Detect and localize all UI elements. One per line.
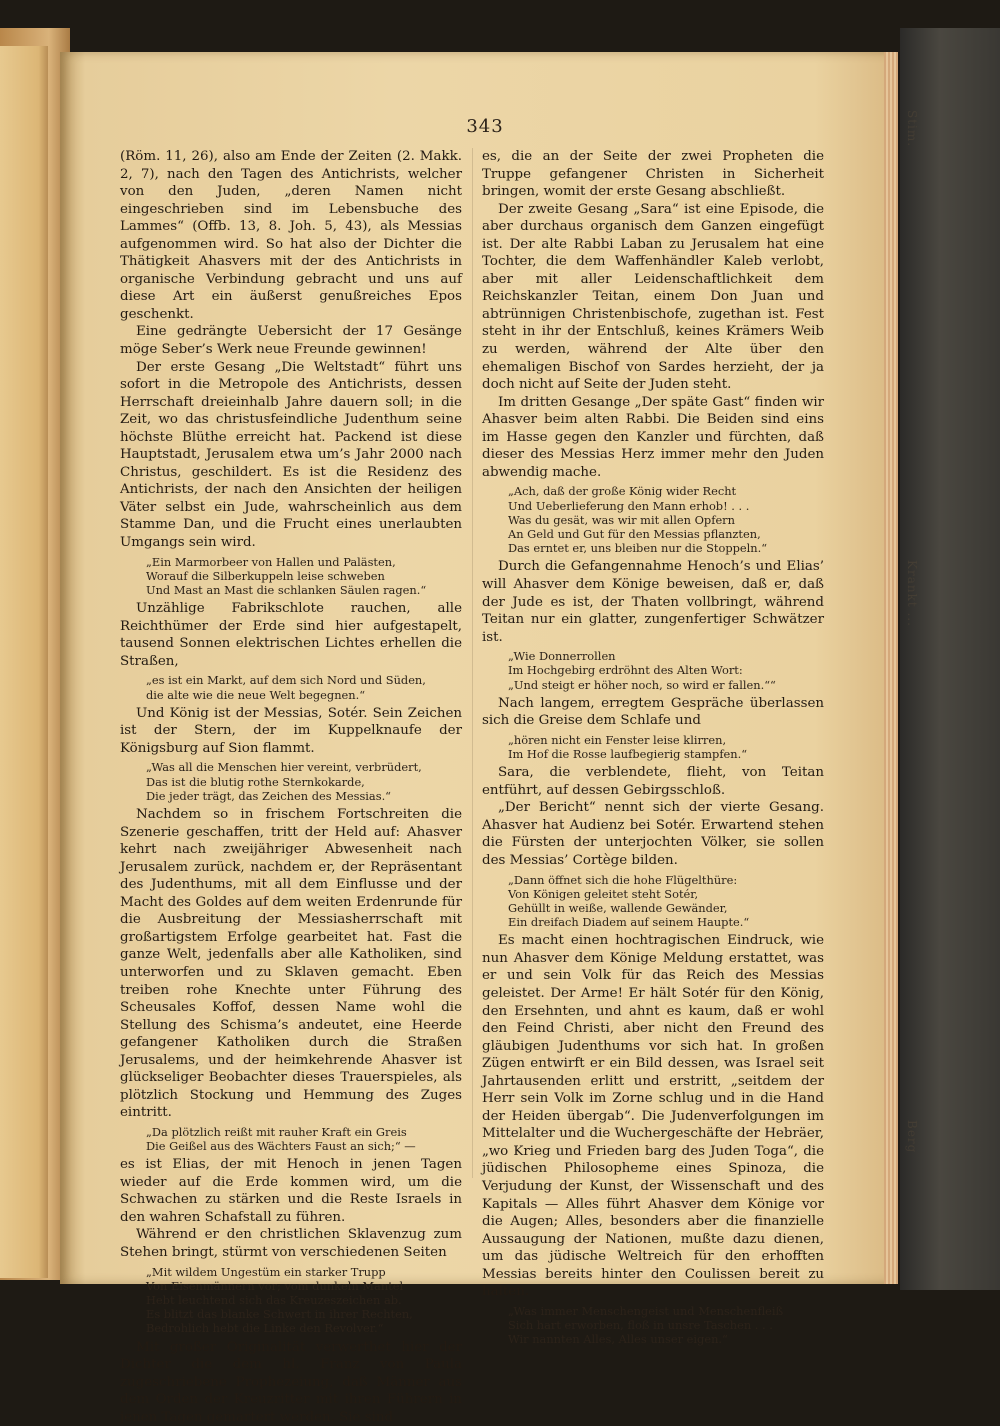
verse-line: Von Königen geleitet steht Sotér, — [508, 886, 699, 901]
margin-note: Stim. — [905, 110, 919, 148]
verse-line: Das ist die blutig rothe Sternkokarde, — [146, 774, 365, 789]
verse-line: „Wie Donnerrollen — [508, 649, 616, 664]
paragraph: Eine gedrängte Uebersicht der 17 Gesänge möge Seber’s Werk neue Freunde gewinnen! — [120, 324, 462, 358]
verse-quote — [146, 673, 462, 701]
paragraph: Nachdem so in frischem Fortschreiten die Szenerie geschaffen, tritt der Held auf: Ahasver kehrt nach zweijähriger Abwesenheit nach Jerusalem zurück, nachdem er, der Repräsentant des Judenthums, mit all dem Einflusse und der Macht des Goldes auf dem weiten Erdenrunde für die Ausbreitung der Messiasherrschaft mit großartigstem Erfolge gearbeitet hat. Fast die ganze Welt, jedenfalls aber alle Katholiken, sind unterworfen und zu Sklaven gemacht. Eben treiben rohe Knechte unter Führung des Scheusales Koffof, dessen Name wohl die Stellung des Schisma’s andeutet, eine Heerde gefangener Katholiken durch die Straßen Jerusalems, und der heimkehrende Ahasver ist glückseliger Beobachter dieses Trauerspieles, als plötzlich Stockung und Hemmung des Zuges eintritt. — [120, 807, 462, 1121]
paragraph: Der erste Gesang „Die Weltstadt“ führt uns sofort in die Metropole des Antichrists, dessen Herrschaft dreieinhalb Jahre dauern soll; in die Zeit, wo das christusfeindliche Judenthum seine höchste Blüthe erreicht hat. Packend ist diese Hauptstadt, Jerusalem etwa um’s Jahr 2000 nach Christus, geschildert. Es ist die Residenz des Antichrists, der nach den Ansichten der heiligen Väter selbst ein Jude, wahrscheinlich aus dem Stamme Dan, und die Frucht eines unerlaubten Umgangs sein wird. — [120, 359, 462, 551]
verse-line: „Und steigt er höher noch, so wird er fallen.““ — [508, 677, 776, 692]
paragraph: Während er den christlichen Sklavenzug zum Stehen bringt, stürmt von verschiedenen Seiten — [120, 1227, 462, 1261]
page-edge-strip — [884, 52, 898, 1284]
verse-quote — [508, 649, 824, 692]
verse-quote — [508, 1304, 824, 1347]
margin-note: Krankt ... — [905, 560, 919, 627]
verse-line: Und Mast an Mast die schlanken Säulen ragen.“ — [146, 582, 427, 597]
verse-line: „Mit wildem Ungestüm ein starker Trupp — [146, 1264, 386, 1279]
paragraph: Im dritten Gesange „Der späte Gast“ finden wir Ahasver beim alten Rabbi. Die Beiden sind eins im Hasse gegen den Kanzler und fürchten, daß dieser des Messias Herz immer mehr den Juden abwendig mache. — [482, 394, 824, 480]
text-column-right — [482, 148, 824, 1349]
paragraph: Und König ist der Messias, Sotér. Sein Zeichen ist der Stern, der im Kuppelknaufe der Königsburg auf Sion flammt. — [120, 705, 462, 756]
verse-quote — [146, 1125, 462, 1153]
verse-line: Im Hochgebirg erdröhnt des Alten Wort: — [508, 663, 743, 678]
verse-quote — [508, 733, 824, 761]
verse-quote — [508, 873, 824, 930]
verse-line: Ein dreifach Diadem auf seinem Haupte.“ — [508, 915, 750, 930]
verse-line: Sich hart erworben, floß in unsre Taschen . . . — [508, 1318, 773, 1333]
verse-line: Und Ueberlieferung den Mann erhob! . . . — [508, 498, 750, 513]
paragraph: Durch die Gefangennahme Henoch’s und Elias’ will Ahasver dem Könige beweisen, daß er, daß der Jude es ist, der Thaten vollbringt, während Teitan nur ein glatter, zungenfertiger Schwätzer ist. — [482, 559, 824, 645]
paragraph: Nach langem, erregtem Gespräche überlassen sich die Greise dem Schlafe und — [482, 695, 824, 729]
verse-line: „Ach, daß der große König wider Recht — [508, 484, 737, 499]
verse-quote — [146, 760, 462, 803]
paragraph: es, die an der Seite der zwei Propheten die Truppe gefangener Christen in Sicherheit bringen, womit der erste Gesang abschließt. — [482, 149, 824, 200]
paragraph: es ist Elias, der mit Henoch in jenen Tagen wieder auf die Erde kommen wird, um die Schwachen zu stärken und die Reste Israels in den wahren Schafstall zu führen. — [120, 1157, 462, 1225]
paragraph: Es macht einen hochtragischen Eindruck, wie nun Ahasver dem Könige Meldung erstattet, was er und sein Volk für das Reich des Messias geleistet. Der Arme! Er hält Sotér für den König, den Ersehnten, und ahnt es kaum, daß er wohl den Feind Christi, aber nicht den Freund des gläubigen Judenthums vor sich hat. In großen Zügen entwirft er ein Bild dessen, was Israel seit Jahrtausenden erlitt und erstritt, „seitdem der Herr sein Volk im Zorne schlug und in die Hand der Heiden übergab“. Die Judenverfolgungen im Mittelalter und die Wuchergeschäfte der Hebräer, „wo Krieg und Frieden barg des Juden Toga“, die jüdischen Philosopheme eines Spinoza, die Verjudung der Kunst, der Wissenschaft und des Kapitals — Alles führt Ahasver dem Könige vor die Augen; Alles, besonders aber die finanzielle Aussaugung der Nationen, mußte dazu dienen, um das jüdische Weltreich für den erhofften Messias bereits hinter den Coulissen bereit zu halten. — [482, 933, 824, 1300]
paragraph: Der zweite Gesang „Sara“ ist eine Episode, die aber durchaus organisch dem Ganzen eingefügt ist. Der alte Rabbi Laban zu Jerusalem hat eine Tochter, die dem Waffenhändler Kaleb verlobt, aber mit aller Leidenschaftlichkeit dem Reichskanzler Teitan, einem Don Juan und abtrünnigen Christenbischofe, zugethan ist. Fest steht in ihr der Entschluß, keines Krämers Weib zu werden, während der Alte über den ehemaligen Bischof von Sardes herzieht, der ja doch nicht auf Seite der Juden steht. — [482, 201, 824, 393]
left-page-edge — [0, 46, 48, 1278]
verse-line: „Ein Marmorbeer von Hallen und Palästen, — [146, 554, 396, 569]
verse-line: Die jeder trägt, das Zeichen des Messias.“ — [146, 788, 392, 803]
paragraph: (Röm. 11, 26), also am Ende der Zeiten (2. Makk. 2, 7), nach den Tagen des Antichrists, welcher von den Juden, „deren Namen nicht eingeschrieben sind im Lebensbuche des Lammes“ (Offb. 13, 8. Joh. 5, 43), als Messias aufgenommen wird. So hat also der Dichter die Thätigkeit Ahasvers mit der des Antichrists in organische Verbindung gebracht und uns auf diese Art ein äußerst genußreiches Epos geschenkt. — [120, 149, 462, 322]
verse-quote — [508, 484, 824, 555]
verse-line: Wir nannten Alles, Alles unser eigen.“ — [508, 1332, 728, 1347]
paragraph: Mit großer Originalität verwerthet hier der Dichter die dem hl. Franz von Paula zugeschriebene Prophezeiung, daß Männer aus dem Orden der Kreuzritter mit ihren Führern in jenen Tagen gemartert werden. Sie sind — [120, 1339, 462, 1425]
verse-quote — [146, 555, 462, 598]
verse-line: Bedrohlich hebt die Linke den Revolver.“ — [146, 1321, 384, 1336]
paragraph: Unzählige Fabrikschlote rauchen, alle Reichthümer der Erde sind hier aufgestapelt, tausend Sonnen elektrischen Lichtes erhellen die Straßen, — [120, 601, 462, 669]
verse-line: Die Geißel aus des Wächters Faust an sich;“ — — [146, 1139, 416, 1154]
verse-line: Worauf die Silberkuppeln leise schweben — [146, 568, 385, 583]
verse-line: „Da plötzlich reißt mit rauher Kraft ein Greis — [146, 1124, 407, 1139]
verse-quote — [146, 1265, 462, 1336]
column-divider — [472, 148, 473, 1178]
verse-line: Das erntet er, uns bleiben nur die Stoppeln.“ — [508, 541, 768, 556]
verse-line: „Dann öffnet sich die hohe Flügelthüre: — [508, 872, 738, 887]
verse-line: „hören nicht ein Fenster leise klirren, — [508, 732, 727, 747]
paragraph: Sara, die verblendete, flieht, von Teitan entführt, auf dessen Gebirgsschloß. — [482, 765, 824, 798]
page-number: 343 — [466, 116, 504, 137]
verse-line: Was du gesät, was wir mit allen Opfern — [508, 512, 735, 527]
verse-line: Hebt leuchtend sich das Kreuzeszeichen ab. — [146, 1292, 402, 1307]
paragraph: „Der Bericht“ nennt sich der vierte Gesang. Ahasver hat Audienz bei Sotér. Erwartend stehen die Fürsten der unterjochten Völker, sie sollen des Messias’ Cortège bilden. — [482, 800, 824, 868]
verse-line: Gehüllt in weiße, wallende Gewänder, — [508, 900, 728, 915]
verse-line: Es blitzt das blanke Schwert in ihrer Rechten, — [146, 1307, 413, 1322]
verse-line: die alte wie die neue Welt begegnen.“ — [146, 687, 366, 702]
verse-line: „Was immer Menschengeist und Menschenfleiß — [508, 1303, 784, 1318]
verse-line: Im Hof die Rosse laufbegierig stampfen.“ — [508, 747, 748, 762]
margin-note: Berg — [905, 1120, 919, 1154]
text-column-left — [120, 148, 462, 1426]
verse-line: Von Eisenmännern vor; vom dunkeln Mantel — [146, 1278, 404, 1293]
verse-line: „es ist ein Markt, auf dem sich Nord und Süden, — [146, 673, 426, 688]
verse-line: „Was all die Menschen hier vereint, verbrüdert, — [146, 760, 422, 775]
book-cover-right — [900, 28, 1000, 1290]
verse-line: An Geld und Gut für den Messias pflanzten, — [508, 527, 761, 541]
